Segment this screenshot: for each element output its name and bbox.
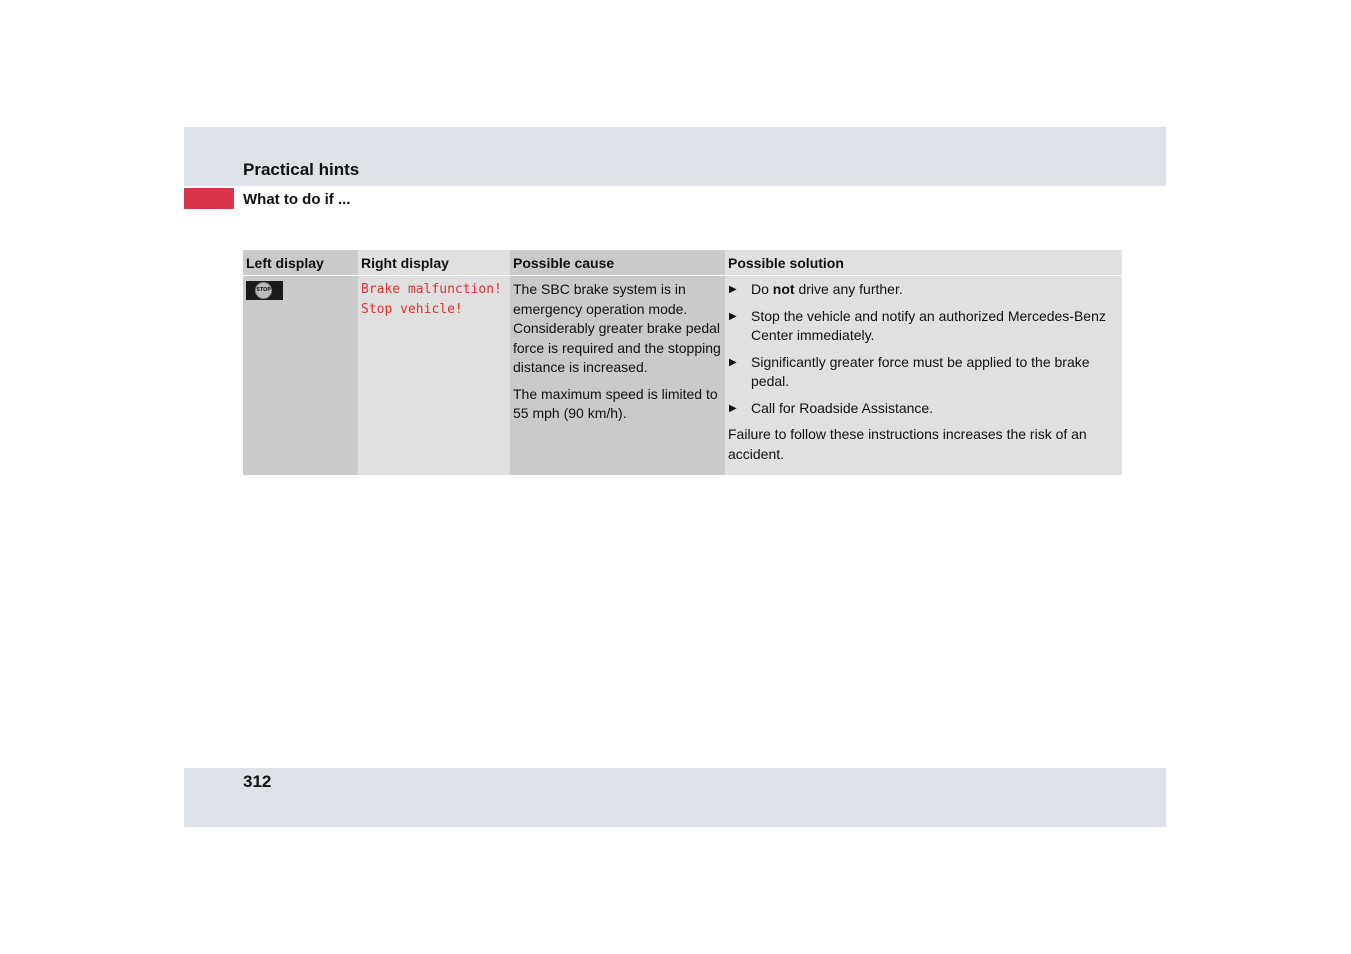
display-message-table	[243, 250, 1122, 475]
stop-icon-label: STOP	[255, 282, 272, 299]
cell-possible-cause	[510, 276, 725, 476]
cause-paragraph: The SBC brake system is in emergency operation mode. Considerably greater brake pedal force is required and the stopping distance is increased.	[513, 281, 721, 375]
list-item	[728, 280, 1119, 300]
list-item	[728, 307, 1119, 346]
column-header-possible-solution: Possible solution	[725, 250, 1122, 276]
triangle-bullet-icon: ▶	[729, 356, 737, 368]
column-header-possible-cause: Possible cause	[510, 250, 725, 276]
cell-possible-solution	[725, 276, 1122, 476]
footer-band	[184, 768, 1166, 827]
cell-right-display	[358, 276, 510, 476]
step-text-after: drive any further.	[794, 281, 903, 297]
column-header-right-display: Right display	[358, 250, 510, 276]
table-row	[243, 276, 1122, 476]
column-header-left-display: Left display	[243, 250, 358, 276]
stop-warning-icon	[246, 281, 283, 300]
page-number: 312	[243, 772, 272, 791]
step-text: Call for Roadside Assistance.	[751, 399, 934, 416]
section-title: Practical hints	[243, 160, 360, 179]
cause-paragraph: The maximum speed is limited to 55 mph (90 km/h).	[513, 385, 718, 421]
step-text-before: Do	[751, 281, 773, 297]
list-item	[728, 399, 1119, 419]
solution-steps-list	[728, 280, 1119, 418]
display-message-line-2: Stop vehicle!	[361, 301, 463, 317]
subsection-title: What to do if ...	[243, 191, 351, 208]
section-marker-tab	[184, 188, 234, 209]
table-header-row	[243, 250, 1122, 276]
step-text: Stop the vehicle and notify an authorized Mercedes-Benz Center immediately.	[751, 307, 1106, 343]
triangle-bullet-icon: ▶	[729, 310, 737, 322]
cell-left-display	[243, 276, 358, 476]
list-item	[728, 353, 1119, 392]
triangle-bullet-icon: ▶	[729, 284, 737, 295]
solution-warning-note: Failure to follow these instructions increases the risk of an accident.	[728, 426, 1087, 462]
step-text: Significantly greater force must be applied to the brake pedal.	[751, 353, 1090, 389]
triangle-bullet-icon: ▶	[729, 402, 737, 414]
display-message-line-1: Brake malfunction!	[361, 282, 502, 297]
step-emphasis: not	[772, 281, 795, 297]
